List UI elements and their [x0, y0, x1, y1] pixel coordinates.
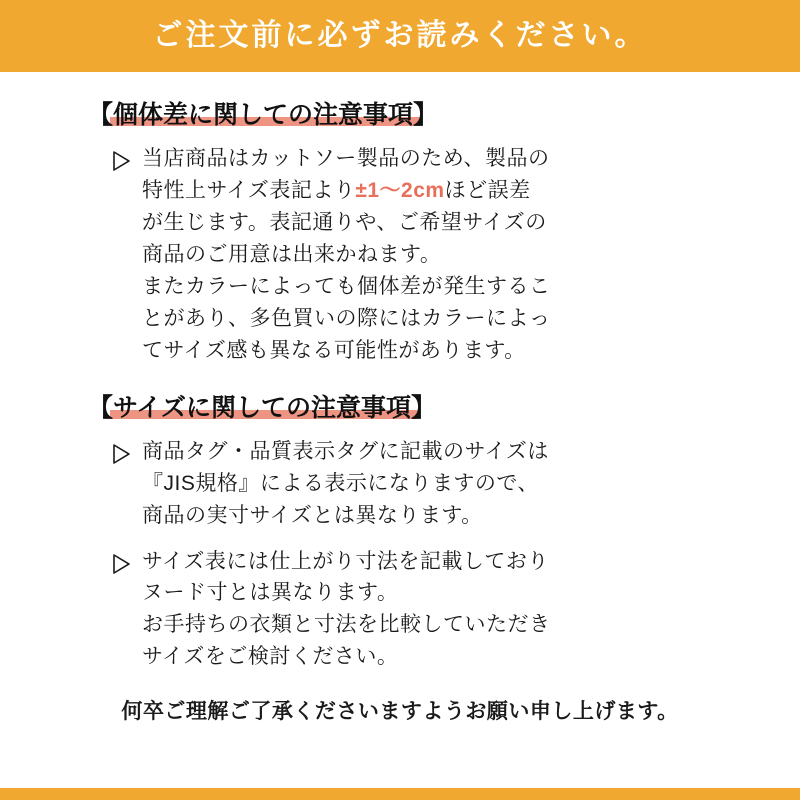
- list-item: [110, 546, 752, 674]
- triangle-right-icon: [110, 150, 132, 172]
- list-item-text: サイズ表には仕上がり寸法を記載しており ヌード寸とは異なります。 お手持ちの衣類と寸法を比較していただき サイズをご検討ください。: [142, 549, 551, 669]
- list-item: [110, 143, 752, 366]
- page-header: [0, 0, 800, 72]
- section-heading: 【個体差に関しての注意事項】: [88, 101, 439, 129]
- line-with-emphasis: 特性上サイズ表記より±1〜2cmほど誤差: [142, 179, 531, 203]
- list-item-text: 商品タグ・品質表示タグに記載のサイズは 『JIS規格』による表示になりますので、 商品の実寸サイズとは異なります。: [142, 439, 549, 527]
- list-item-text: 当店商品はカットソー製品のため、製品の 特性上サイズ表記より±1〜2cmほど誤差 が生じます。表記通りや、ご希望サイズの 商品のご用意は出来かねます。 またカラーによっても個体差が発生するこ とがあり、多色買いの際にはカラーによっ てサイズ感も異なる可能性があります。: [142, 147, 551, 362]
- tolerance-value: ±1〜2cm: [355, 179, 445, 203]
- triangle-right-icon: [110, 443, 132, 465]
- list-item: [110, 436, 752, 532]
- triangle-right-icon: [110, 553, 132, 575]
- section-individual-variation: [48, 90, 752, 367]
- footer-note: 何卒ご理解ご了承くださいますようお願い申し上げます。: [121, 700, 679, 724]
- notice-panel: [0, 72, 800, 788]
- section-size-notice: [48, 383, 752, 674]
- notice-content: [0, 72, 800, 725]
- page-title: ご注文前に必ずお読みください。: [152, 19, 648, 52]
- section-heading: 【サイズに関しての注意事項】: [88, 393, 437, 422]
